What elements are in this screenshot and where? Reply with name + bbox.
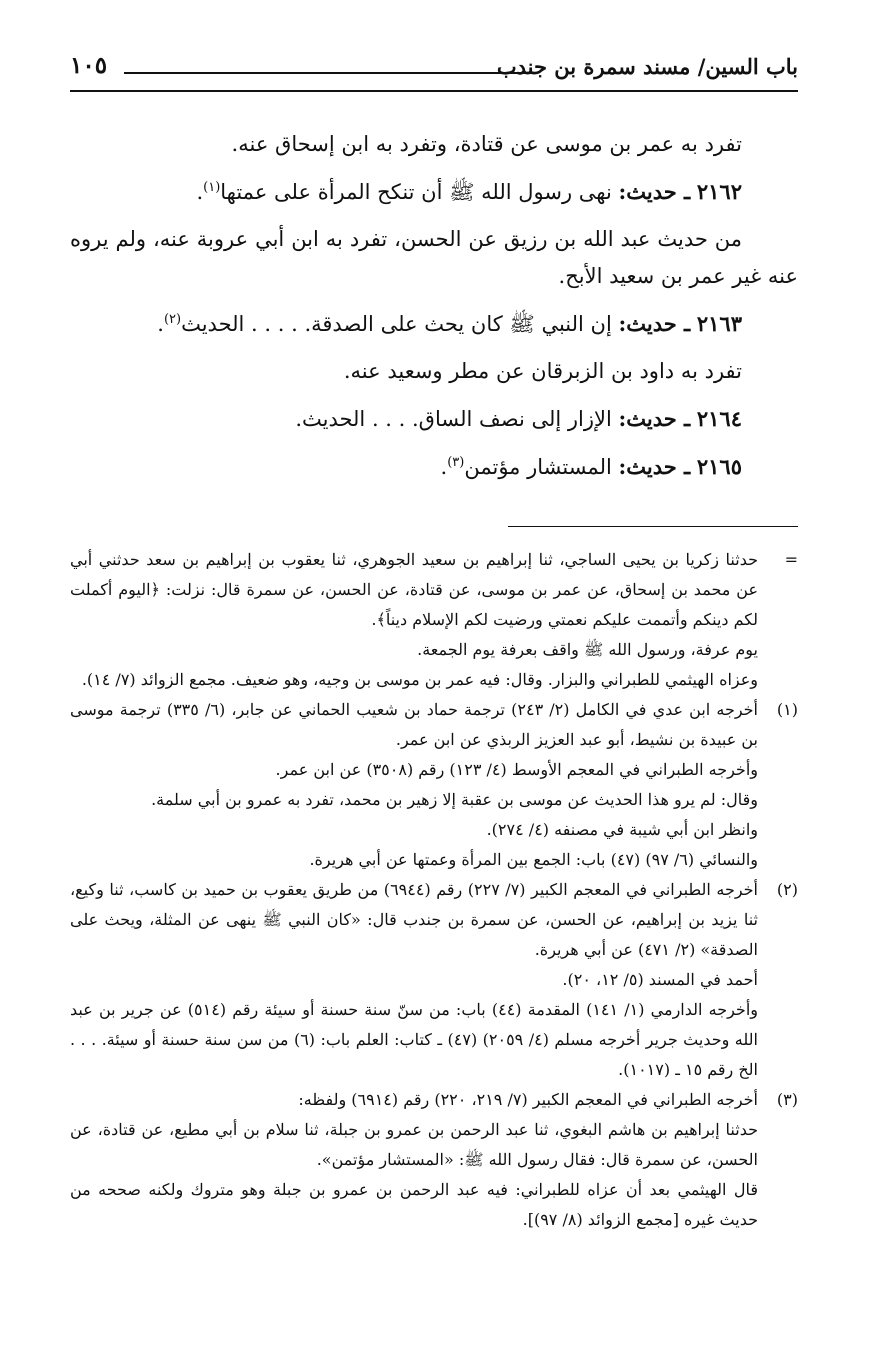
footnote-line: وأخرجه الطبراني في المعجم الأوسط (٤/ ١٢٣) رقم (٣٥٠٨) عن ابن عمر. <box>275 760 758 779</box>
footnote-ref[interactable]: (٢) <box>163 312 182 327</box>
footnote-marker: (٢) <box>776 880 798 899</box>
hadith-number: ٢١٦٢ <box>696 179 742 204</box>
footnote-line: قال الهيثمي بعد أن عزاه للطبراني: فيه عبد الرحمن بن عمرو بن جبلة وهو متروك ولكنه صححه من حديث غيره [مجمع الزوائد (٨/ ٩٧)]. <box>70 1180 758 1229</box>
punct: . <box>157 312 164 336</box>
footnote-marker: (١) <box>776 700 798 719</box>
footnote-line: أخرجه الطبراني في المعجم الكبير (٧/ ٢٢٧) رقم (٦٩٤٤) من طريق يعقوب بن حميد بن كاسب، ثنا وكيع، ثنا يزيد بن إبراهيم، عن الحسن، عن سمرة بن جندب قال: «كان النبي ﷺ ينهى عن المثلة، ويحث على الصدقة» (٢/ ٤٧١) عن أبي هريرة. <box>70 880 759 959</box>
hadith-text: نهى رسول الله ﷺ أن تنكح المرأة على عمتها <box>220 180 612 204</box>
footnote-line: أحمد في المسند (٥/ ١٢، ٢٠). <box>562 970 758 989</box>
hadith-2164 <box>70 400 798 438</box>
hadith-2163 <box>70 305 798 343</box>
main-text <box>70 126 798 486</box>
footnote-line: أخرجه ابن عدي في الكامل (٢/ ٢٤٣) ترجمة حماد بن شعيب الحماني عن جابر، (٦/ ٣٣٥) ترجمة موسى بن عبيدة بن نشيط، أبو عبد العزيز الربذي عن ابن عمر. <box>70 700 758 749</box>
footnote-ref[interactable]: (٣) <box>447 455 465 470</box>
hadith-label: ـ حديث: <box>618 179 691 204</box>
hadith-text: الإزار إلى نصف الساق. . . . الحديث. <box>295 407 612 431</box>
footnote-line: وعزاه الهيثمي للطبراني والبزار. وقال: فيه عمر بن موسى بن وجيه، وهو ضعيف. مجمع الزوائد (٧/ ١٤). <box>81 670 758 689</box>
page-header <box>70 50 798 92</box>
footnote-line: حدثنا زكريا بن يحيى الساجي، ثنا إبراهيم بن سعيد الجوهري، ثنا يعقوب بن إبراهيم بن سعد حدثني أبي عن محمد بن إسحاق، عن عمر بن موسى، عن قتادة، عن الحسن، عن سمرة قال: نزلت: ﴿اليوم أكملت لكم دينكم وأتممت عليكم نعمتي ورضيت لكم الإسلام ديناً﴾. <box>70 550 758 629</box>
punct: . <box>196 180 204 204</box>
hadith-number: ٢١٦٥ <box>696 454 742 479</box>
hadith-2165 <box>70 448 798 486</box>
footnote-line: وانظر ابن أبي شيبة في مصنفه (٤/ ٢٧٤). <box>486 820 758 839</box>
paragraph: تفرد به داود بن الزبرقان عن مطر وسعيد عنه. <box>343 359 742 383</box>
hadith-number: ٢١٦٤ <box>696 406 742 431</box>
page-number: ١٠٥ <box>70 52 108 79</box>
hadith-text: المستشار مؤتمن <box>464 455 612 479</box>
paragraph: تفرد به عمر بن موسى عن قتادة، وتفرد به ابن إسحاق عنه. <box>231 132 742 156</box>
footnote-2 <box>70 875 798 1085</box>
book-page <box>70 50 798 1350</box>
footnote-1 <box>70 695 798 875</box>
hadith-label: ـ حديث: <box>618 406 691 431</box>
footnote-line: يوم عرفة، ورسول الله ﷺ واقف بعرفة يوم الجمعة. <box>417 640 758 659</box>
footnote-line: وأخرجه الدارمي (١/ ١٤١) المقدمة (٤٤) باب: من سنّ سنة حسنة أو سيئة رقم (٥١٤) عن جرير بن عبد الله وحديث جرير أخرجه مسلم (٤/ ٢٠٥٩) (٤٧) ـ كتاب: العلم باب: (٦) من سن سنة حسنة أو سيئة. . . . الخ رقم ١٥ ـ (١٠١٧). <box>70 1000 759 1079</box>
footnote-marker: = <box>784 550 798 569</box>
footnote-line: أخرجه الطبراني في المعجم الكبير (٧/ ٢١٩، ٢٢٠) رقم (٦٩١٤) ولفظه: <box>298 1090 758 1109</box>
footnote-continuation <box>70 545 798 695</box>
header-dash <box>124 72 536 74</box>
hadith-number: ٢١٦٣ <box>696 311 742 336</box>
hadith-text: إن النبي ﷺ كان يحث على الصدقة. . . . . الحديث <box>181 312 612 336</box>
footnotes <box>70 545 798 1235</box>
footnote-marker: (٣) <box>776 1090 798 1109</box>
hadith-2162 <box>70 173 798 211</box>
footnote-line: وقال: لم يرو هذا الحديث عن موسى بن عقبة إلا زهير بن محمد، تفرد به عمرو بن أبي سلمة. <box>151 790 758 809</box>
footnote-line: والنسائي (٦/ ٩٧) (٤٧) باب: الجمع بين المرأة وعمتها عن أبي هريرة. <box>309 850 758 869</box>
paragraph: من حديث عبد الله بن رزيق عن الحسن، تفرد به ابن أبي عروبة عنه، ولم يروه عنه غير عمر بن سعيد الأبح. <box>70 227 798 288</box>
footnote-ref[interactable]: (١) <box>203 180 221 195</box>
footnote-line: حدثنا إبراهيم بن هاشم البغوي، ثنا عبد الرحمن بن عمرو بن جبلة، ثنا سلام بن أبي مطيع، عن قتادة، عن الحسن، عن سمرة قال: فقال رسول الله ﷺ: «المستشار مؤتمن». <box>70 1120 758 1169</box>
footnote-separator <box>508 526 798 527</box>
footnote-3 <box>70 1085 798 1235</box>
hadith-label: ـ حديث: <box>618 311 691 336</box>
running-title: باب السين/ مسند سمرة بن جندب <box>496 54 798 79</box>
header-rule <box>70 90 798 92</box>
hadith-label: ـ حديث: <box>618 454 691 479</box>
punct: . <box>440 455 448 479</box>
